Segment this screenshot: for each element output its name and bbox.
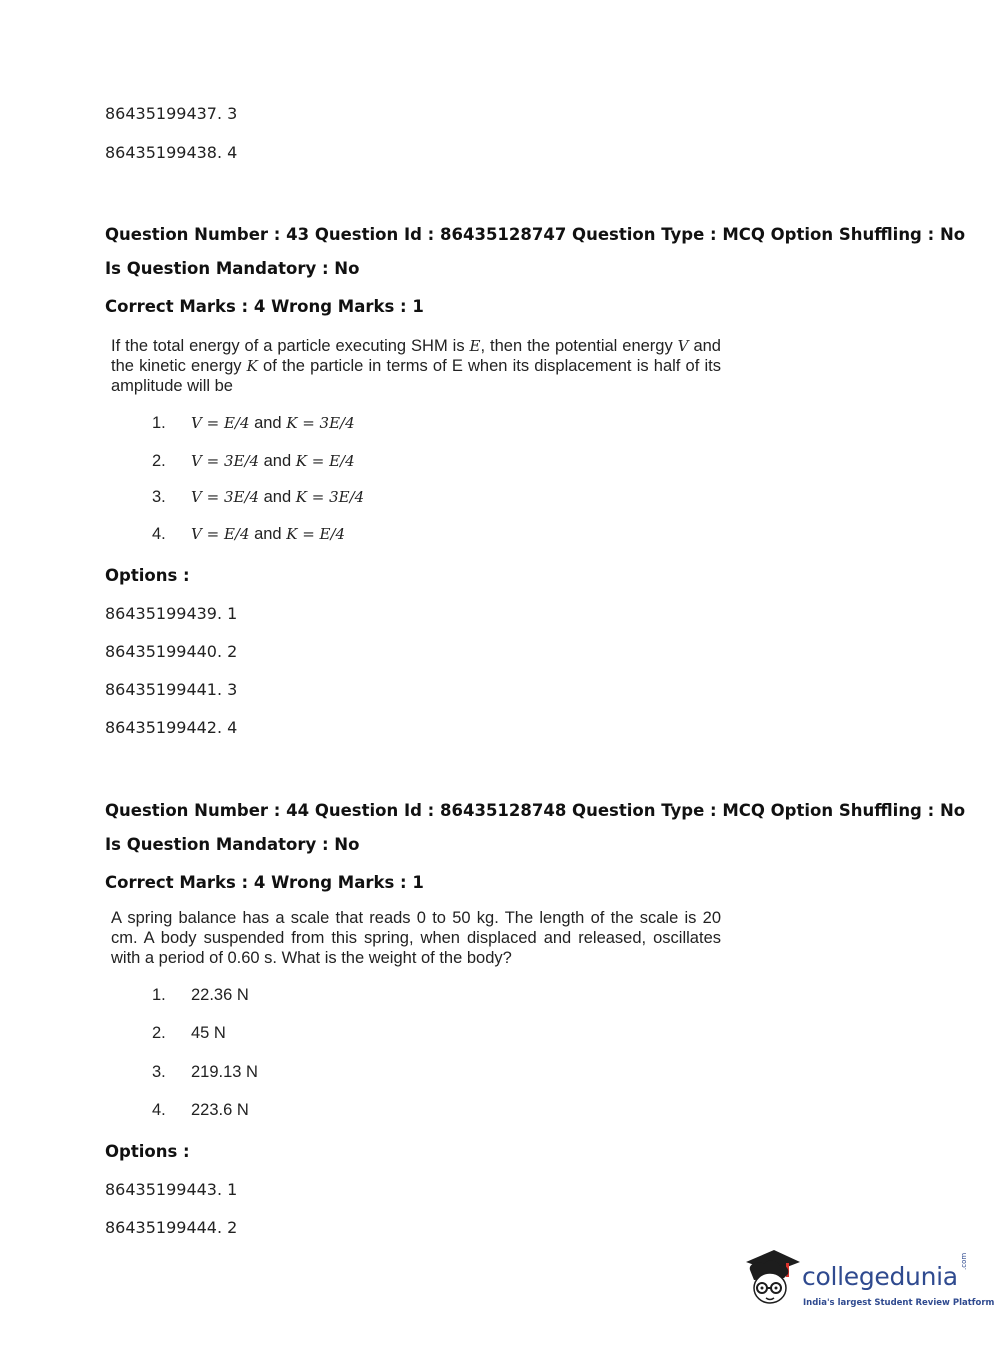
question-43-choice: 1. V = E/4 and K = 3E/4 <box>152 414 355 432</box>
question-43-header: Question Number : 43 Question Id : 86435128747 Question Type : MCQ Option Shuffling : No <box>105 225 966 244</box>
mascot-icon <box>740 1248 804 1314</box>
option-line: 86435199440. 2 <box>105 642 238 661</box>
question-43-options-label: Options : <box>105 566 190 585</box>
option-line: 86435199441. 3 <box>105 680 238 699</box>
question-43-mandatory: Is Question Mandatory : No <box>105 259 360 278</box>
question-44-mandatory: Is Question Mandatory : No <box>105 835 360 854</box>
logo-tagline: India's largest Student Review Platform <box>803 1298 995 1308</box>
question-44-choice: 3. 219.13 N <box>152 1063 258 1081</box>
question-44-header: Question Number : 44 Question Id : 86435128748 Question Type : MCQ Option Shuffling : No <box>105 801 966 820</box>
option-line: 86435199439. 1 <box>105 604 238 623</box>
question-44-choice: 2. 45 N <box>152 1024 226 1042</box>
question-44-marks: Correct Marks : 4 Wrong Marks : 1 <box>105 873 424 892</box>
question-43-choice: 4. V = E/4 and K = E/4 <box>152 525 346 543</box>
option-line: 86435199443. 1 <box>105 1180 238 1199</box>
question-43-choice: 3. V = 3E/4 and K = 3E/4 <box>152 488 365 506</box>
question-43-marks: Correct Marks : 4 Wrong Marks : 1 <box>105 297 424 316</box>
question-44-choice: 1. 22.36 N <box>152 986 249 1004</box>
question-43-choice: 2. V = 3E/4 and K = E/4 <box>152 452 355 470</box>
logo-com: .com <box>960 1252 968 1270</box>
option-line: 86435199437. 3 <box>105 104 238 123</box>
logo-name: collegedunia <box>802 1262 958 1291</box>
option-line: 86435199438. 4 <box>105 143 238 162</box>
collegedunia-logo <box>740 1248 995 1318</box>
question-44-choice: 4. 223.6 N <box>152 1101 249 1119</box>
option-line: 86435199444. 2 <box>105 1218 238 1237</box>
question-44-options-label: Options : <box>105 1142 190 1161</box>
question-43-text: If the total energy of a particle executing SHM is E, then the potential energy V and the kinetic energy K of the particle in terms of E when its displacement is half of its amplitude will be <box>111 337 721 395</box>
option-line: 86435199442. 4 <box>105 718 238 737</box>
question-44-text: A spring balance has a scale that reads 0 to 50 kg. The length of the scale is 20 cm. A body suspended from this spring, when displaced and released, oscillates with a period of 0.60 s. What is the weight of the body? <box>111 909 721 967</box>
